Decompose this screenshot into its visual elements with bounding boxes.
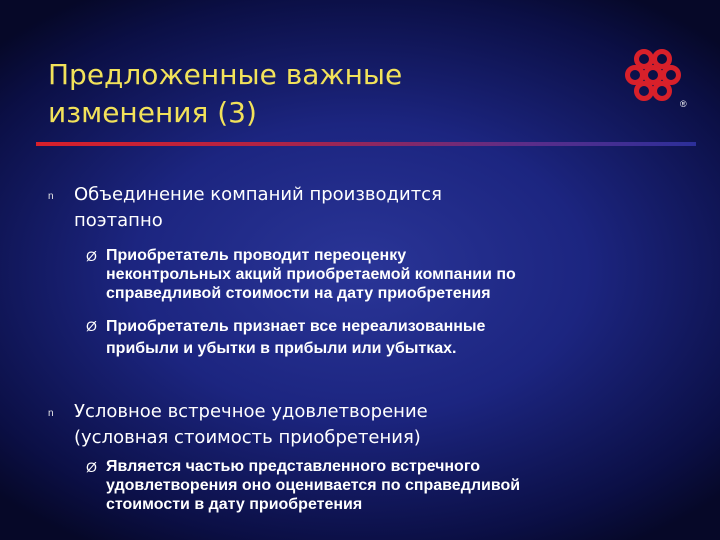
bullet-square-icon: n xyxy=(48,408,54,419)
item-line: удовлетворения оно оценивается по справедливой xyxy=(106,477,521,494)
item-line: Является частью представленного встречного xyxy=(106,458,481,475)
section-1-line-1: Объединение компаний производится xyxy=(74,184,442,205)
item-line: прибыли и убытки в прибыли или убытках. xyxy=(106,340,457,357)
item-line: Приобретатель признает все нереализованные xyxy=(106,318,486,335)
section-2-line-2: (условная стоимость приобретения) xyxy=(74,427,421,448)
title-line-1: Предложенные важные xyxy=(48,58,403,91)
item-line: неконтрольных акций приобретаемой компании по xyxy=(106,266,516,283)
registered-mark: ® xyxy=(680,99,687,109)
section-1-heading xyxy=(74,182,614,234)
arrow-bullet-icon: Ø xyxy=(86,318,97,334)
arrow-bullet-icon: Ø xyxy=(86,248,97,264)
section-2-line-1: Условное встречное удовлетворение xyxy=(74,401,428,422)
section-1-line-2: поэтапно xyxy=(74,210,163,231)
item-line: справедливой стоимости на дату приобретения xyxy=(106,285,491,302)
slide-title xyxy=(48,56,568,132)
section-2-item-1 xyxy=(106,457,666,514)
section-1-item-2 xyxy=(106,316,666,360)
bullet-square-icon: n xyxy=(48,191,54,202)
title-line-2: изменения (3) xyxy=(48,96,257,129)
hexagon-cluster-logo xyxy=(624,46,686,108)
item-line: стоимости в дату приобретения xyxy=(106,496,363,513)
item-line: Приобретатель проводит переоценку xyxy=(106,247,407,264)
arrow-bullet-icon: Ø xyxy=(86,459,97,475)
section-1-item-1 xyxy=(106,246,666,303)
title-divider xyxy=(36,142,696,146)
section-2-heading xyxy=(74,399,614,451)
